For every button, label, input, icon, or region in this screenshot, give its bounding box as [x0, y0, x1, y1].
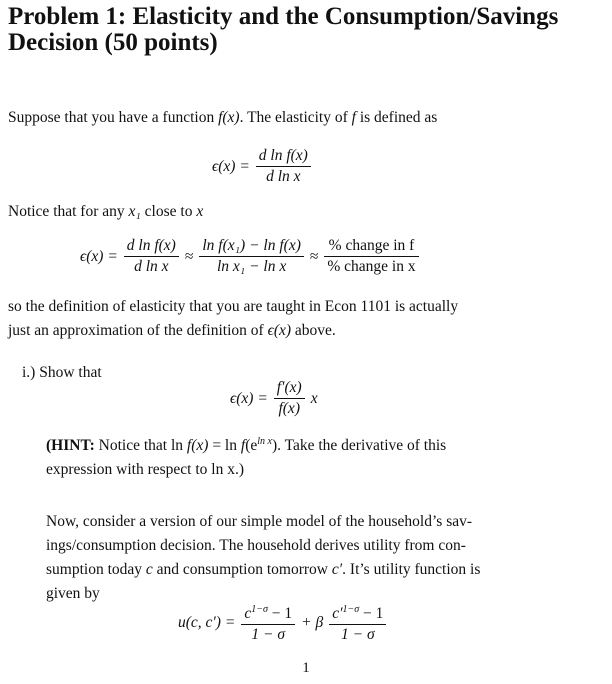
eq2-f3-denominator: % change in x — [327, 258, 416, 275]
now-line-3c: . It’s utility function is — [342, 561, 481, 578]
eq4-f1-base: c — [244, 605, 252, 623]
intro-fx: f(x) — [218, 109, 240, 126]
utility-function-equation — [178, 600, 386, 645]
eq2-f2-denominator: ln x₁ − ln x — [217, 258, 287, 275]
notice-x1: x₁ — [128, 203, 141, 220]
eq2-f2-numerator: ln f(x₁) − ln f(x) — [199, 236, 303, 257]
eq4-lhs: u(c, c′) = — [178, 613, 236, 631]
notice-paragraph — [8, 200, 203, 224]
now-line-1: Now, consider a version of our simple model of the household’s sav- — [46, 513, 473, 530]
eq4-f2-tail: − 1 — [359, 605, 384, 623]
eq4-fraction-1 — [241, 600, 295, 645]
econ-approximation-paragraph — [8, 295, 608, 343]
eq2-lhs: ϵ(x) = — [80, 247, 118, 265]
hint-text-d: ). Take the derivative of this — [271, 437, 447, 455]
hint-f: f — [240, 437, 246, 455]
eq2-f3-numerator: % change in f — [324, 236, 418, 257]
model-paragraph — [46, 510, 606, 606]
eq4-fraction-2 — [329, 600, 386, 645]
now-line-2: ings/consumption decision. The household derives utility from con- — [46, 537, 466, 554]
eq4-plus-beta: + β — [301, 613, 324, 631]
eq2-fraction-2 — [199, 236, 303, 277]
eq4-f2-base: c′ — [332, 605, 343, 623]
title-line-2: Decision (50 points) — [8, 29, 218, 56]
problem-title — [8, 4, 608, 56]
part-i-label: i.) Show that — [22, 364, 102, 381]
hint-text-b: = ln — [208, 437, 241, 455]
intro-text-a: Suppose that you have a function — [8, 109, 219, 126]
eq3-denominator: f(x) — [278, 400, 300, 417]
intro-paragraph — [8, 106, 437, 130]
eq3-fraction — [274, 378, 305, 419]
hint-text-c: (e — [245, 437, 258, 455]
eq3-tail: x — [310, 389, 318, 407]
eq2-f1-numerator: d ln f(x) — [124, 236, 179, 257]
hint-line-2: expression with respect to ln x.) — [46, 461, 245, 479]
eq1-fraction — [256, 146, 311, 187]
elasticity-derivative-equation — [230, 378, 318, 419]
hint-superscript: ln x — [257, 436, 272, 447]
hint-paragraph — [46, 430, 606, 482]
now-line-3-c: c — [145, 561, 153, 578]
eq4-f2-numerator — [329, 600, 386, 625]
eq2-fraction-3 — [324, 236, 418, 277]
intro-text-b: . The elasticity of — [239, 109, 352, 126]
now-line-3a: sumption today — [46, 561, 146, 578]
eq2-approx-1: ≈ — [184, 247, 194, 265]
eq4-f1-numerator — [241, 600, 295, 625]
notice-x: x — [196, 203, 204, 220]
eq4-f1-exponent: 1−σ — [251, 604, 268, 615]
eq1-lhs: ϵ(x) = — [212, 157, 250, 175]
hint-fx: f(x) — [186, 437, 209, 455]
eq1-denominator: d ln x — [266, 168, 301, 185]
so-line-2a: just an approximation of the definition of — [8, 322, 268, 339]
so-line-2-eps: ϵ(x) — [267, 322, 292, 339]
eq2-f1-denominator: d ln x — [134, 258, 169, 275]
intro-f: f — [351, 109, 356, 126]
so-line-2b: above. — [291, 322, 336, 339]
eq4-f1-denominator: 1 − σ — [251, 626, 286, 644]
eq4-f2-denominator: 1 − σ — [341, 626, 375, 644]
now-line-3-cprime: c′ — [331, 561, 343, 578]
so-line-1: so the definition of elasticity that you are taught in Econ 1101 is actually — [8, 298, 459, 315]
hint-text-a: Notice that ln — [94, 437, 187, 455]
eq3-lhs: ϵ(x) = — [230, 389, 268, 407]
eq4-f2-exponent: 1−σ — [342, 604, 360, 615]
hint-label: (HINT: — [46, 437, 95, 455]
elasticity-definition-equation — [212, 146, 311, 187]
elasticity-approximation-equation — [80, 236, 419, 277]
title-line-1: Problem 1: Elasticity and the Consumption/Savings — [8, 3, 559, 30]
notice-text-a: Notice that for any — [8, 203, 129, 220]
eq2-fraction-1 — [124, 236, 179, 277]
eq4-f1-tail: − 1 — [267, 605, 293, 623]
notice-text-b: close to — [140, 203, 197, 220]
now-line-4: given by — [46, 585, 100, 602]
eq2-approx-2: ≈ — [309, 247, 319, 265]
page-number: 1 — [302, 660, 310, 676]
intro-text-c: is defined as — [355, 109, 438, 126]
eq3-numerator: f′(x) — [274, 378, 305, 399]
now-line-3b: and consumption tomorrow — [152, 561, 332, 578]
eq1-numerator: d ln f(x) — [256, 146, 311, 167]
